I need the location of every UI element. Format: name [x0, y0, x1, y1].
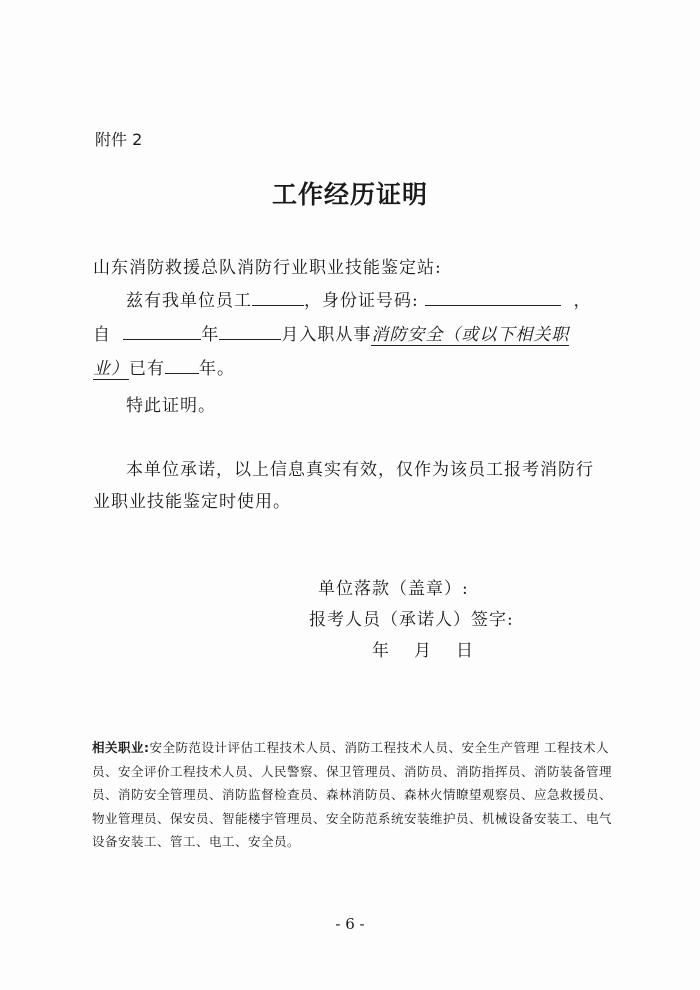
occupation-text-b: 业）: [93, 359, 129, 379]
employee-line: [126, 286, 592, 311]
document-title: 工作经历证明: [271, 180, 428, 209]
promise-line-1: 本单位承诺，以上信息真实有效，仅作为该员工报考消防行: [126, 460, 594, 480]
page-number: - 6 -: [335, 915, 365, 933]
addressee: 山东消防救援总队消防行业职业技能鉴定站:: [93, 258, 442, 278]
employee-name-blank[interactable]: [252, 287, 304, 306]
certify-text: 特此证明。: [126, 396, 216, 416]
related-occupations-label: 相关职业:: [92, 740, 150, 755]
years-count-blank[interactable]: [165, 355, 199, 374]
id-number-blank[interactable]: [425, 287, 561, 306]
start-month-blank[interactable]: [219, 321, 281, 340]
related-occupations: [92, 736, 612, 854]
unit-seal-label: 单位落款（盖章）:: [318, 579, 469, 599]
year-text: 年: [201, 325, 220, 345]
attachment-label: 附件 2: [95, 130, 143, 149]
start-year-blank[interactable]: [123, 321, 201, 340]
comma-text: ，: [573, 291, 592, 311]
promise-line-2: 业职业技能鉴定时使用。: [93, 492, 291, 512]
duration-line: [93, 354, 235, 379]
from-text: 自: [93, 325, 111, 345]
years-text: 年。: [199, 359, 235, 379]
month-entry-text: 月入职从事: [281, 325, 372, 345]
related-occupations-text: 安全防范设计评估工程技术人员、消防工程技术人员、安全生产管理 工程技术人员、安全评价工程技术人员、人民警察、保卫管理员、消防员、消防指挥员、消防装备管理员、消防安全管理员、消防监督检查员、森林消防员、森林火情瞭望观察员、应急救援员、物业管理员、保安员、智能楼宇管理员、安全防范系统安装维护员、机械设备安装工、电气设备安装工、管工、电工、安全员。: [92, 740, 613, 849]
employment-line: [93, 320, 569, 345]
employee-intro-text: 兹有我单位员工: [126, 291, 252, 311]
date-line: 年 月 日: [372, 641, 477, 661]
has-been-text: 已有: [129, 359, 165, 379]
occupation-text-a: 消防安全（或以下相关职: [371, 325, 570, 345]
applicant-sign-label: 报考人员（承诺人）签字:: [309, 610, 514, 630]
id-number-label: ，身份证号码:: [304, 291, 419, 311]
